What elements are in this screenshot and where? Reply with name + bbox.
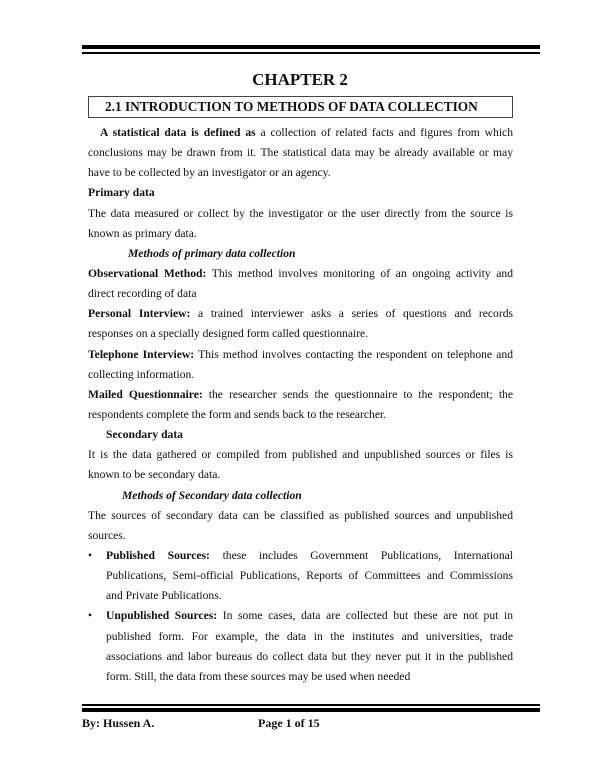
text: a collection of related facts and figures from which: [255, 126, 513, 139]
text: a trained interviewer asks a series of questions and records: [190, 307, 514, 321]
method-line: responses on a specially designed form called questionnaire.: [88, 327, 369, 341]
intro-line: [88, 123, 513, 143]
method-line: collecting information.: [88, 367, 195, 381]
document-body: [88, 123, 513, 687]
bullet-line: published form. For example, the data in the institutes and universities, trade: [106, 629, 513, 643]
method-line: [88, 304, 513, 324]
method-term: Personal Interview:: [88, 307, 191, 321]
text: In some cases, data are collected but these are not put in: [217, 609, 513, 623]
header-rule-thick: [82, 45, 540, 49]
method-term: Mailed Questionnaire:: [88, 387, 203, 401]
method-term: Telephone Interview:: [88, 347, 195, 361]
bullet-term: Unpublished Sources:: [106, 609, 218, 623]
method-line: [88, 264, 513, 284]
secondary-line: The sources of secondary data can be classified as published sources and unpublished: [88, 508, 513, 522]
bullet-line: [106, 606, 513, 626]
method-line: direct recording of data: [88, 287, 197, 301]
text: This method involves contacting the respondent on telephone and: [194, 347, 513, 361]
bullet-line: form. Still, the data from these sources may be used when needed: [106, 669, 411, 683]
bullet-icon: •: [88, 609, 93, 623]
footer-rule-thin: [82, 704, 540, 706]
footer: [82, 716, 540, 731]
header-rule-thin: [82, 52, 540, 54]
secondary-data-heading: Secondary data: [106, 428, 183, 442]
primary-methods-heading: Methods of primary data collection: [128, 246, 296, 260]
method-term: Observational Method:: [88, 266, 207, 280]
secondary-methods-heading: Methods of Secondary data collection: [122, 488, 302, 502]
text: these includes Government Publications, International: [209, 548, 514, 562]
primary-data-heading: Primary data: [88, 186, 155, 200]
secondary-line: known to be secondary data.: [88, 468, 221, 482]
bullet-unpublished: [88, 606, 513, 687]
intro-line: conclusions may be drawn from it. The statistical data may be already available or may: [88, 146, 513, 160]
bullet-icon: •: [88, 548, 93, 562]
footer-rule-thick: [82, 708, 540, 712]
page-number: Page 1 of 15: [258, 716, 320, 730]
text: This method involves monitoring of an ongoing activity and: [206, 266, 513, 280]
definition-lead: A statistical data is defined as: [100, 126, 256, 139]
text: the researcher sends the questionnaire to the respondent; the: [202, 387, 513, 401]
method-line: [88, 345, 513, 365]
method-line: respondents complete the form and sends back to the researcher.: [88, 407, 387, 421]
secondary-line: It is the data gathered or compiled from published and unpublished sources or files is: [88, 448, 513, 462]
bullet-line: associations and labor bureaus do collect data but they never put it in the published: [106, 649, 513, 663]
bullet-published: [88, 546, 513, 606]
primary-line: The data measured or collect by the investigator or the user directly from the source is: [88, 206, 513, 220]
bullet-line: [106, 546, 513, 566]
primary-line: known as primary data.: [88, 226, 197, 240]
bullet-term: Published Sources:: [106, 548, 210, 562]
chapter-title: CHAPTER 2: [252, 70, 348, 89]
intro-line: have to be collected by an investigator or an agency.: [88, 166, 331, 180]
bullet-line: Publications, Semi-official Publications, Reports of Committees and Commissions: [106, 569, 513, 583]
secondary-line: sources.: [88, 528, 126, 542]
bullet-line: and Private Publications.: [106, 589, 222, 603]
section-heading: 2.1 INTRODUCTION TO METHODS OF DATA COLLECTION: [88, 96, 513, 118]
footer-author: By: Hussen A.: [82, 716, 155, 730]
method-line: [88, 385, 513, 405]
